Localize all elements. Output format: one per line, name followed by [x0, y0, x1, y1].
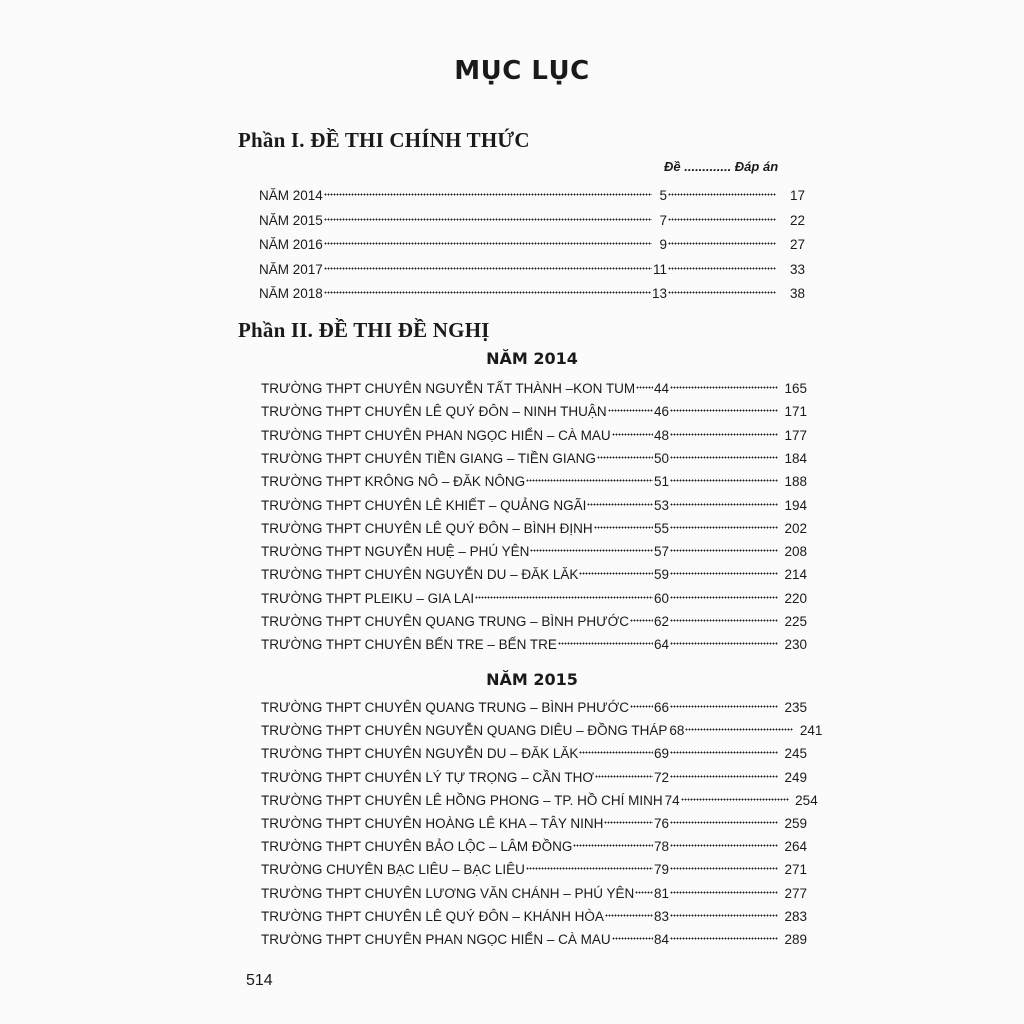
exam-page-number: 68 [669, 723, 685, 739]
dot-leader [670, 762, 778, 782]
dot-leader [636, 373, 653, 393]
toc-entry-label: TRƯỜNG THPT CHUYÊN NGUYỄN DU – ĐĂK LĂK [261, 746, 579, 762]
dot-leader [670, 606, 778, 626]
toc-entry [261, 901, 807, 924]
dot-leader [573, 831, 653, 851]
toc-entry-label: TRƯỜNG CHUYÊN BẠC LIÊU – BẠC LIÊU [261, 862, 525, 878]
dot-leader [670, 878, 778, 898]
toc-entry-label: TRƯỜNG THPT CHUYÊN NGUYỄN QUANG DIÊU – ĐỒNG THÁP [261, 723, 668, 739]
toc-entry [261, 420, 807, 443]
answer-page-number: 259 [784, 816, 807, 831]
answer-page-number: 17 [789, 188, 805, 203]
exam-page-number: 59 [653, 567, 669, 583]
exam-page-number: 69 [653, 746, 669, 762]
toc-entry [259, 278, 805, 301]
toc-entry [261, 396, 807, 420]
answer-page-number: 177 [784, 427, 807, 443]
dot-leader [579, 738, 653, 758]
dot-leader [324, 229, 652, 249]
exam-page-number: 57 [653, 544, 669, 560]
toc-entry-label: TRƯỜNG THPT CHUYÊN HOÀNG LÊ KHA – TÂY NINH [261, 816, 604, 831]
dot-leader [670, 629, 778, 649]
answer-page-number: 235 [784, 700, 807, 715]
dot-leader [324, 254, 652, 274]
exam-page-number: 50 [653, 450, 669, 466]
dot-leader [475, 583, 653, 603]
section-year-heading: NĂM 2014 [486, 349, 578, 368]
toc-entry-label: TRƯỜNG THPT CHUYÊN TIỀN GIANG – TIỀN GIANG [261, 450, 596, 466]
exam-page-number: 55 [653, 520, 669, 536]
toc-entry [261, 878, 807, 901]
dot-leader [630, 606, 653, 626]
dot-leader [668, 254, 776, 274]
toc-entry [259, 229, 805, 252]
toc-entry [261, 738, 807, 762]
toc-entry [261, 924, 807, 947]
exam-page-number: 76 [653, 816, 669, 831]
answer-page-number: 188 [784, 474, 807, 490]
dot-leader [324, 278, 651, 298]
dot-leader [604, 808, 653, 828]
dot-leader [668, 278, 776, 298]
dot-leader [668, 180, 776, 200]
toc-entry [261, 808, 807, 831]
toc-entry [261, 854, 807, 878]
answer-page-number: 230 [784, 637, 807, 653]
exam-page-number: 5 [659, 188, 667, 203]
toc-entry [261, 490, 807, 513]
dot-leader [670, 513, 778, 533]
exam-page-number: 64 [653, 637, 669, 653]
dot-leader [670, 738, 778, 758]
exam-page-number: 79 [653, 862, 669, 878]
dot-leader [608, 396, 653, 416]
toc-entry [261, 762, 807, 785]
toc-entry [261, 583, 807, 606]
dot-leader [670, 583, 778, 603]
dot-leader [324, 180, 652, 200]
dot-leader [681, 785, 789, 805]
answer-page-number: 283 [784, 908, 807, 924]
toc-entry [261, 692, 807, 715]
dot-leader [670, 396, 778, 416]
answer-page-number: 165 [784, 381, 807, 396]
toc-entry-label: NĂM 2018 [259, 286, 323, 301]
exam-page-number: 11 [652, 261, 667, 277]
dot-leader [668, 229, 776, 249]
exam-page-number: 74 [664, 792, 680, 808]
exam-page-number: 83 [653, 908, 669, 924]
toc-entry-label: TRƯỜNG THPT CHUYÊN PHAN NGỌC HIỂN – CÀ MAU [261, 932, 611, 947]
exam-page-number: 62 [653, 614, 669, 629]
answer-page-number: 289 [784, 932, 807, 947]
dot-leader [685, 715, 793, 735]
dot-leader [612, 420, 653, 440]
toc-entry [261, 715, 823, 739]
toc-entry-label: NĂM 2017 [259, 261, 323, 277]
toc-entry-label: TRƯỜNG THPT PLEIKU – GIA LAI [261, 590, 475, 606]
toc-entry [261, 629, 807, 653]
answer-page-number: 184 [784, 450, 807, 466]
toc-entry-label: NĂM 2016 [259, 237, 323, 252]
section-year-heading: NĂM 2015 [486, 670, 578, 689]
toc-entry [261, 831, 807, 855]
dot-leader [526, 466, 653, 486]
exam-page-number: 51 [653, 474, 669, 490]
toc-entry-label: TRƯỜNG THPT KRÔNG NÔ – ĐĂK NÔNG [261, 474, 526, 490]
toc-entry [261, 536, 807, 560]
toc-entry-label: TRƯỜNG THPT CHUYÊN PHAN NGỌC HIỂN – CÀ MAU [261, 427, 611, 443]
toc-entry-label: TRƯỜNG THPT NGUYỄN HUỆ – PHÚ YÊN [261, 544, 530, 560]
answer-page-number: 277 [784, 885, 807, 901]
dot-leader [670, 924, 778, 944]
dot-leader [605, 901, 653, 921]
toc-entry-label: TRƯỜNG THPT CHUYÊN LƯƠNG VĂN CHÁNH – PHÚ YÊN [261, 885, 635, 901]
toc-entry-label: TRƯỜNG THPT CHUYÊN LÊ HỒNG PHONG – TP. HỒ CHÍ MINH [261, 792, 663, 808]
dot-leader [594, 513, 653, 533]
toc-entry-label: TRƯỜNG THPT CHUYÊN LÊ QUÝ ĐÔN – KHÁNH HÒA [261, 908, 604, 924]
toc-entry-label: TRƯỜNG THPT CHUYÊN LÊ QUÝ ĐÔN – BÌNH ĐỊNH [261, 520, 593, 536]
answer-page-number: 38 [789, 286, 805, 301]
answer-page-number: 264 [784, 839, 807, 855]
page-title: MỤC LỤC [454, 56, 590, 86]
dot-leader [597, 443, 653, 463]
toc-entry [261, 466, 807, 490]
answer-page-number: 241 [799, 723, 823, 739]
toc-entry [261, 559, 807, 583]
toc-entry-label: NĂM 2015 [259, 212, 323, 228]
toc-entry [261, 373, 807, 396]
exam-page-number: 9 [659, 237, 667, 252]
toc-entry-label: TRƯỜNG THPT CHUYÊN BẢO LỘC – LÂM ĐỒNG [261, 839, 573, 855]
toc-entry [261, 606, 807, 629]
exam-page-number: 66 [653, 700, 669, 715]
toc-entry-label: TRƯỜNG THPT CHUYÊN QUANG TRUNG – BÌNH PHƯỚC [261, 614, 629, 629]
toc-entry [259, 205, 805, 228]
answer-page-number: 208 [784, 544, 807, 560]
answer-page-number: 22 [789, 212, 805, 228]
toc-entry [261, 513, 807, 536]
toc-entry [261, 785, 818, 808]
answer-page-number: 249 [784, 769, 807, 785]
exam-page-number: 72 [653, 769, 669, 785]
toc-entry [259, 180, 805, 203]
toc-entry-label: TRƯỜNG THPT CHUYÊN NGUYỄN TẤT THÀNH –KON TUM [261, 381, 636, 396]
toc-entry [259, 254, 805, 277]
dot-leader [668, 205, 776, 225]
exam-page-number: 48 [653, 427, 669, 443]
exam-page-number: 13 [651, 286, 667, 301]
exam-page-number: 81 [653, 885, 669, 901]
answer-page-number: 202 [784, 520, 807, 536]
dot-leader [612, 924, 653, 944]
answer-page-number: 27 [789, 237, 805, 252]
toc-entry [261, 443, 807, 466]
dot-leader [670, 490, 778, 510]
answer-page-number: 271 [784, 862, 807, 878]
toc-entry-label: TRƯỜNG THPT CHUYÊN LÊ QUÝ ĐÔN – NINH THUẬN [261, 404, 607, 420]
exam-page-number: 84 [653, 932, 669, 947]
dot-leader [670, 536, 778, 556]
dot-leader [670, 901, 778, 921]
dot-leader [579, 559, 653, 579]
toc-entry-label: TRƯỜNG THPT CHUYÊN QUANG TRUNG – BÌNH PHƯỚC [261, 700, 629, 715]
dot-leader [670, 831, 778, 851]
answer-page-number: 220 [784, 590, 807, 606]
answer-page-number: 171 [784, 404, 807, 420]
dot-leader [526, 854, 653, 874]
toc-entry-label: TRƯỜNG THPT CHUYÊN LÊ KHIẾT – QUẢNG NGÃI [261, 497, 587, 513]
dot-leader [530, 536, 653, 556]
dot-leader [324, 205, 652, 225]
dot-leader [670, 466, 778, 486]
part2-heading: Phần II. ĐỀ THI ĐỀ NGHỊ [238, 318, 490, 342]
answer-page-number: 225 [784, 614, 807, 629]
exam-page-number: 60 [653, 590, 669, 606]
dot-leader [670, 854, 778, 874]
exam-page-number: 78 [653, 839, 669, 855]
dot-leader [670, 373, 778, 393]
dot-leader [635, 878, 653, 898]
answer-page-number: 194 [784, 497, 807, 513]
exam-page-number: 53 [653, 497, 669, 513]
answer-page-number: 214 [784, 567, 807, 583]
exam-page-number: 44 [653, 381, 669, 396]
answer-page-number: 254 [795, 792, 818, 808]
toc-entry-label: TRƯỜNG THPT CHUYÊN LÝ TỰ TRỌNG – CẦN THƠ [261, 769, 595, 785]
dot-leader [670, 559, 778, 579]
dot-leader [670, 443, 778, 463]
toc-entry-label: NĂM 2014 [259, 188, 323, 203]
dot-leader [670, 808, 778, 828]
dot-leader [595, 762, 653, 782]
dot-leader [670, 692, 778, 712]
exam-page-number: 7 [659, 212, 667, 228]
part1-heading: Phần I. ĐỀ THI CHÍNH THỨC [238, 128, 530, 152]
column-header: Đề ............. Đáp án [664, 159, 779, 174]
dot-leader [670, 420, 778, 440]
dot-leader [587, 490, 653, 510]
page-number: 514 [246, 972, 273, 989]
dot-leader [630, 692, 653, 712]
answer-page-number: 245 [784, 746, 807, 762]
toc-entry-label: TRƯỜNG THPT CHUYÊN NGUYỄN DU – ĐĂK LĂK [261, 567, 579, 583]
toc-entry-label: TRƯỜNG THPT CHUYÊN BẾN TRE – BẾN TRE [261, 637, 557, 653]
exam-page-number: 46 [653, 404, 669, 420]
answer-page-number: 33 [789, 261, 805, 277]
dot-leader [558, 629, 653, 649]
